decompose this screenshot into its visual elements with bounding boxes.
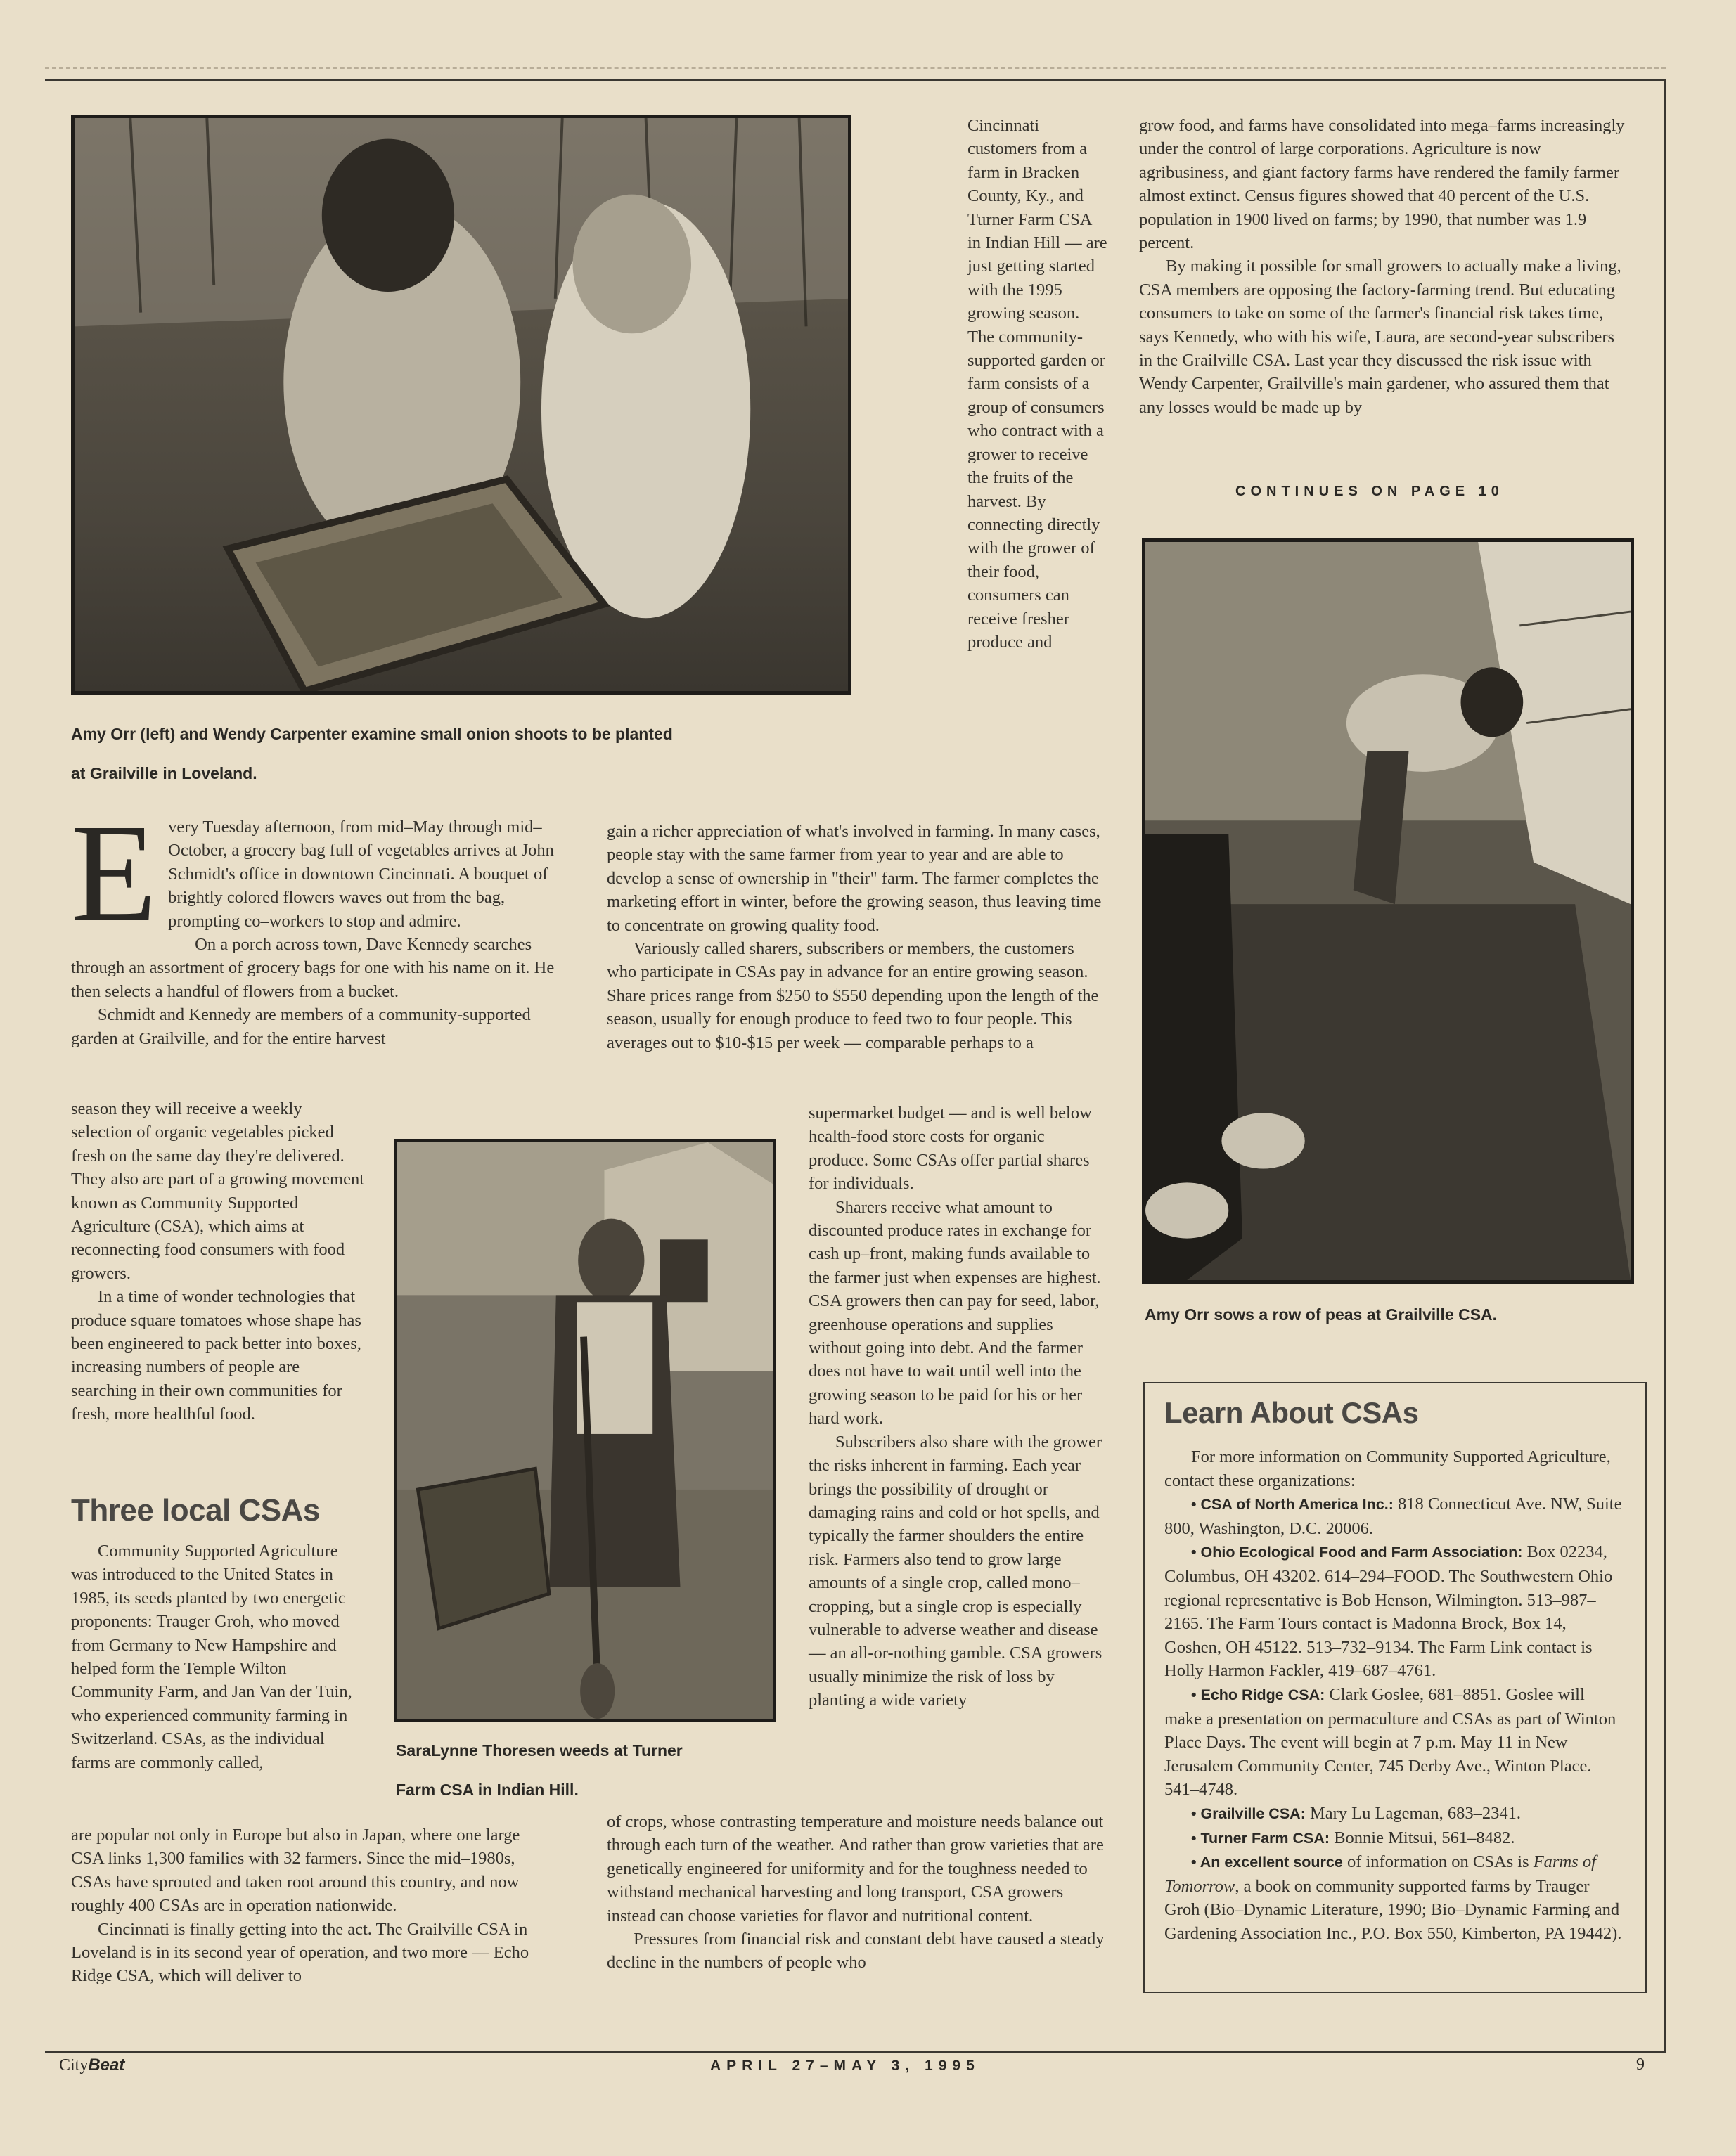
- sidebar-item-text: , a book on community supported farms by Trauger Groh (Bio–Dynamic Literature, 1990; Bio–Dynamic Farming and Gardening Association Inc., P.O. Box 550, Kimberton, PA 19442).: [1164, 1876, 1622, 1943]
- sidebar-item-name: • Ohio Ecological Food and Farm Association:: [1191, 1544, 1523, 1561]
- right-rule: [1664, 79, 1666, 2051]
- paragraph: Cincinnati customers from a farm in Bracken County, Ky., and Turner Farm CSA in Indian Hill — are just getting started with the 1995 growing season. The community-supported garden or farm consists of a group of consumers who contract with a grower to receive the fruits of the harvest. By connecting directly with the grower of their food, consumers can receive fresher produce and: [967, 116, 1107, 652]
- sidebar-item-name: • CSA of North America Inc.:: [1191, 1496, 1394, 1513]
- sidebar-item-text: of information on CSAs is: [1342, 1852, 1534, 1872]
- top-rule: [45, 79, 1666, 81]
- paragraph: very Tuesday afternoon, from mid–May through mid–October, a grocery bag full of vegetables arrives at John Schmidt's office in downtown Cincinnati. A bouquet of brightly colored flowers waves out from the bag, prompting co–workers to stop and admire.: [168, 818, 554, 931]
- paragraph: Pressures from financial risk and constant debt have caused a steady decline in the numbers of people who: [607, 1930, 1105, 1973]
- subhead-three-local-csas: Three local CSAs: [71, 1493, 320, 1528]
- sidebar-item: [1164, 1683, 1626, 1802]
- paragraph: season they will receive a weekly selection of organic vegetables picked fresh on the same day they're delivered. They also are part of a growing movement known as Community Supported Agriculture (CSA), which aims at reconnecting food consumers with food growers.: [71, 1099, 365, 1283]
- column-1-bottom: [71, 1823, 556, 1988]
- paragraph: In a time of wonder technologies that produce square tomatoes whose shape has been engineered to pack better into boxes, increasing numbers of people are searching in their own communities for fresh, more healthful food.: [71, 1287, 361, 1424]
- paragraph: On a porch across town, Dave Kennedy searches through an assortment of grocery bags for one with his name on it. He then selects a handful of flowers from a bucket.: [71, 935, 555, 1001]
- sidebar-item: [1164, 1540, 1626, 1683]
- sidebar-item-text: Bonnie Mitsui, 561–8482.: [1330, 1828, 1515, 1847]
- sidebar-item-text: Box 02234, Columbus, OH 43202. 614–294–FOOD. The Southwestern Ohio regional representative is Bob Henson, Wilmington. 513–987–2165. The Farm Tours contact is Madonna Brock, Box 14, Goshen, OH 45122. 513–732–9134. The Farm Link contact is Holly Harmon Fackler, 419–687–4761.: [1164, 1542, 1613, 1681]
- top-dashed-rule: [45, 67, 1666, 69]
- sidebar-title: Learn About CSAs: [1164, 1396, 1419, 1429]
- paragraph: supermarket budget — and is well below health-food store costs for organic produce. Some CSAs offer partial shares for individuals.: [809, 1104, 1092, 1194]
- brand-city: City: [59, 2056, 89, 2074]
- photo-caption-top: [71, 714, 985, 793]
- bottom-rule: [45, 2051, 1666, 2053]
- page-number: 9: [1636, 2055, 1645, 2074]
- paragraph: are popular not only in Europe but also in Japan, where one large CSA links 1,300 families with 32 farmers. Since the mid–1980s, CSAs have sprouted and taken root around this country, and now roughly 400 CSAs are in operation nationwide.: [71, 1826, 520, 1916]
- column-2-bottom: [607, 1810, 1106, 1975]
- photo-sowing-peas: [1142, 538, 1634, 1284]
- caption-line: SaraLynne Thoresen weeds at Turner: [396, 1741, 683, 1760]
- paragraph: Variously called sharers, subscribers or members, the customers who participate in CSAs pay in advance for an entire growing season. Share prices range from $250 to $550 depending upon the length of the season, usually for enough produce to feed two to four people. This averages out to $10-$15 per week — comparable perhaps to a: [607, 939, 1099, 1052]
- photo-caption-right: [1145, 1295, 1637, 1334]
- drop-cap: E: [71, 796, 157, 951]
- sidebar-item-name: • Grailville CSA:: [1191, 1805, 1306, 1822]
- photo-weeding: [394, 1139, 776, 1722]
- sidebar-body: [1164, 1445, 1626, 1945]
- sidebar-item-name: • An excellent source: [1191, 1854, 1343, 1871]
- column-2-wide: [607, 820, 1106, 1054]
- sidebar-item-name: • Echo Ridge CSA:: [1191, 1686, 1325, 1703]
- paragraph: gain a richer appreciation of what's involved in farming. In many cases, people stay with the same farmer from year to year and are able to develop a sense of ownership in "their" farm. The farmer completes the marketing effort in winter, before the growing season, thus leaving time to concentrate on growing quality food.: [607, 822, 1102, 935]
- caption-line: at Grailville in Loveland.: [71, 764, 257, 782]
- column-3: [1139, 114, 1631, 419]
- photo-onion-shoots: [71, 115, 851, 695]
- paragraph: Subscribers also share with the grower the risks inherent in farming. Each year brings the possibility of drought or damaging rains and cold or hot spells, and typically the farmer shoulders the entire risk. Farmers also tend to grow large amounts of a single crop, called mono–cropping, but a single crop is especially vulnerable to adverse weather and disease — an all-or-nothing gamble. CSA growers usually minimize the risk of loss by planting a wide variety: [809, 1432, 1102, 1710]
- sidebar-item-text: 818 Connecticut Ave. NW, Suite 800, Washington, D.C. 20006.: [1164, 1495, 1622, 1538]
- brand-beat: Beat: [88, 2055, 125, 2074]
- paragraph: Community Supported Agriculture was introduced to the United States in 1985, its seeds planted by two energetic proponents: Trauger Groh, who moved from Germany to New Hampshire and helped form the Temple Wilton Community Farm, and Jan Van der Tuin, who experienced community farming in Switzerland. CSAs, as the individual farms are commonly called,: [71, 1542, 352, 1772]
- caption-line: Farm CSA in Indian Hill.: [396, 1781, 579, 1799]
- sidebar-item-name: • Turner Farm CSA:: [1191, 1829, 1330, 1847]
- sidebar-item-text: Mary Lu Lageman, 683–2341.: [1305, 1803, 1522, 1823]
- sidebar-item: [1164, 1802, 1626, 1826]
- caption-line: Amy Orr (left) and Wendy Carpenter examine small onion shoots to be planted: [71, 725, 673, 743]
- caption-line: Amy Orr sows a row of peas at Grailville CSA.: [1145, 1305, 1498, 1324]
- paragraph: grow food, and farms have consolidated into mega–farms increasingly under the control of large corporations. Agriculture is now agribusiness, and giant factory farms have rendered the family farmer almost extinct. Census figures showed that 40 percent of the U.S. population in 1900 lived on farms; by 1990, that number was 1.9 percent.: [1139, 116, 1625, 253]
- sidebar-item-text: Clark Goslee, 681–8851. Goslee will make a presentation on permaculture and CSAs as part of Winton Place Days. The event will begin at 7 p.m. May 11 in New Jerusalem Community Center, 745 Derby Ave., Winton Place. 541–4748.: [1164, 1684, 1616, 1800]
- paragraph: of crops, whose contrasting temperature and moisture needs balance out through each turn of the weather. And rather than grow varieties that are genetically engineered for uniformity and for the toughness needed to withstand mechanical harvesting and long transport, CSA growers instead can choose varieties for flavor and nutritional content.: [607, 1812, 1104, 1925]
- book-title: Farms of Tomorrow: [1164, 1852, 1596, 1896]
- paragraph: Cincinnati is finally getting into the act. The Grailville CSA in Loveland is in its second year of operation, and two more — Echo Ridge CSA, which will deliver to: [71, 1919, 529, 1986]
- sidebar-item: [1164, 1826, 1626, 1851]
- column-1-top: [71, 796, 556, 1050]
- sidebar-intro: For more information on Community Supported Agriculture, contact these organizations:: [1164, 1447, 1611, 1490]
- footer-date: APRIL 27–MAY 3, 1995: [710, 2058, 980, 2074]
- sidebar-learn-about-csas: [1143, 1382, 1647, 1993]
- continues-on-page[interactable]: CONTINUES ON PAGE 10: [1235, 484, 1504, 499]
- photo-caption-middle: [396, 1731, 776, 1809]
- paragraph: By making it possible for small growers to actually make a living, CSA members are opposing the factory-farming trend. But educating consumers to take on some of the farmer's financial risk takes time, says Kennedy, who with his wife, Laura, are second-year subscribers in the Grailville CSA. Last year they discussed the risk issue with Wendy Carpenter, Grailville's main gardener, who assured them that any losses would be made up by: [1139, 257, 1621, 417]
- column-2-narrow: [967, 114, 1108, 654]
- paragraph: Sharers receive what amount to discounted produce rates in exchange for cash up–front, making funds available to the farmer just when expenses are highest. CSA growers then can pay for seed, labor, greenhouse operations and supplies without going into debt. And the farmer does not have to wait until well into the growing season to be paid for his or her hard work.: [809, 1197, 1101, 1428]
- column-2-narrow-b: [809, 1102, 1104, 1712]
- column-1-narrow: [71, 1097, 366, 1426]
- footer-brand: [59, 2055, 124, 2075]
- paragraph: Schmidt and Kennedy are members of a community-supported garden at Grailville, and for the entire harvest: [71, 1005, 531, 1048]
- sidebar-item-source: [1164, 1850, 1626, 1945]
- column-1-narrow-2: [71, 1539, 366, 1774]
- sidebar-item: [1164, 1492, 1626, 1540]
